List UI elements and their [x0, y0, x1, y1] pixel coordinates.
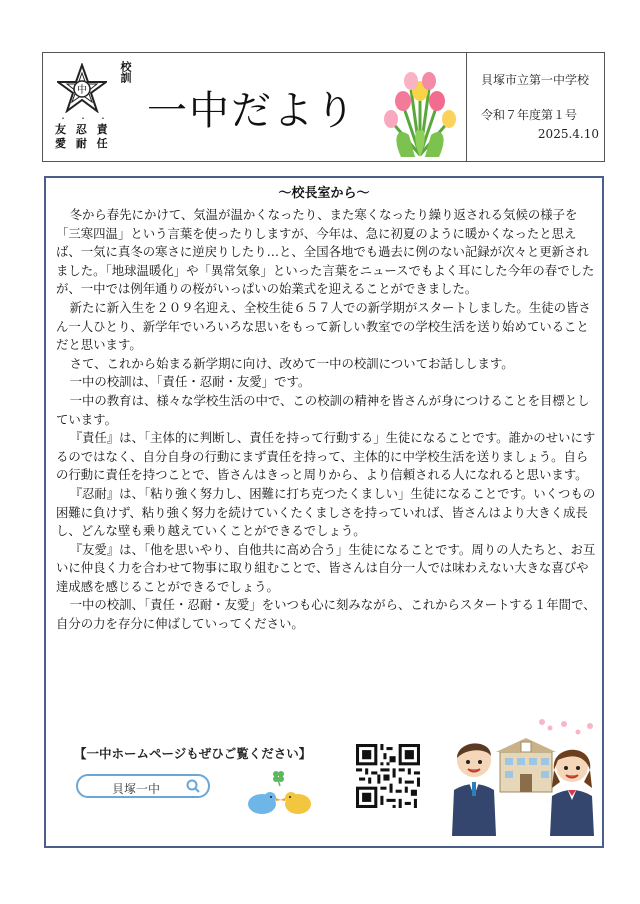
header-divider: [466, 53, 467, 161]
paragraph: 『忍耐』は、「粘り強く努力し、困難に打ち克つたくましい」生徒になることです。いくつもの困難に負けず、粘り強く努力を続けていくたくましさを持っていれば、皆さんはより大きく成長し、どんな壁も乗り越えていくことができるでしょう。: [56, 485, 596, 539]
paragraph: 冬から春先にかけて、気温が温かくなったり、また寒くなったり繰り返される気候の様子を「三寒四温」という言葉を使ったりしますが、今年は、急に初夏のように暖かくなったと思えば、一気に真冬の寒さに逆戻りしたり…と、全国各地でも過去に例のない記録が次々と更新されました。「地球温暖化」や「異常気象」といった言葉をニュースでもよく耳にした今年の春でしたが、一中では例年通りの桜がいっぱいの始業式を迎えることができました。: [56, 207, 595, 297]
school-name: 貝塚市立第一中学校: [481, 73, 590, 87]
article-body: [56, 206, 596, 634]
paragraph: 一中の校訓は、「責任・忍耐・友愛」です。: [69, 374, 311, 390]
motto-dots: ・・・: [59, 114, 119, 123]
search-box[interactable]: [76, 774, 210, 798]
qr-code-icon[interactable]: [356, 744, 420, 808]
paragraph: 一中の校訓、「責任・忍耐・友愛」をいつも心に刻みながら、これからスタートする１年間で、自分の力を存分に伸ばしていってください。: [56, 597, 596, 632]
section-heading: ～校長室から～: [278, 186, 370, 201]
paragraph: 新たに新入生を２０９名迎え、全校生徒６５７人での新学期がスタートしました。生徒の皆さん一人ひとり、新学年でいろいろな思いをもって新しい教室での学校生活を送り始めていることだと思います。: [56, 299, 591, 353]
search-text: 貝塚一中: [112, 782, 161, 796]
emblem-center-char: 中: [77, 85, 87, 96]
paragraph: さて、これから始まる新学期に向け、改めて一中の校訓についてお話しします。: [69, 355, 514, 371]
paragraph: 『友愛』は、「他を思いやり、自他共に高め合う」生徒になることです。周りの人たちと、お互いに仲良く力を合わせて物事に取り組むことで、皆さんは自分一人では味わえない大きな喜びや達成感を感じることができるでしょう。: [56, 541, 596, 594]
school-emblem-star-icon: [57, 63, 107, 113]
issue-info: [481, 67, 599, 141]
tulip-bouquet-icon: [381, 65, 459, 157]
article-frame: [44, 176, 604, 848]
school-motto: [55, 123, 135, 151]
homepage-note: 【一中ホームページもぜひご覧ください】: [74, 746, 312, 761]
motto-label: 校訓: [119, 61, 132, 83]
issue-number: 令和７年度第１号: [481, 108, 578, 122]
birds-clover-icon: [240, 768, 320, 818]
issue-date: 2025.4.10: [537, 127, 599, 141]
magnifier-icon: [186, 779, 200, 793]
students-school-building-icon: [444, 718, 600, 836]
paragraph: 『責任』は、「主体的に判断し、責任を持って行動する」生徒になることです。誰かのせいにするのではなく、自分自身の行動にまず責任を持って、主体的に中学校生活を送りましょう。自らの行動に責任を持つことで、皆さんはきっと周りから、より信頼される人になれると思います。: [56, 430, 596, 483]
newsletter-title: 一中だより: [147, 88, 357, 134]
motto-line-1: 友 忍 責: [55, 123, 111, 136]
newsletter-header: [42, 52, 605, 162]
paragraph: 一中の教育は、様々な学校生活の中で、この校訓の精神を皆さんが身につけることを目標としています。: [56, 392, 590, 427]
motto-line-2: 愛 耐 任: [55, 137, 111, 150]
